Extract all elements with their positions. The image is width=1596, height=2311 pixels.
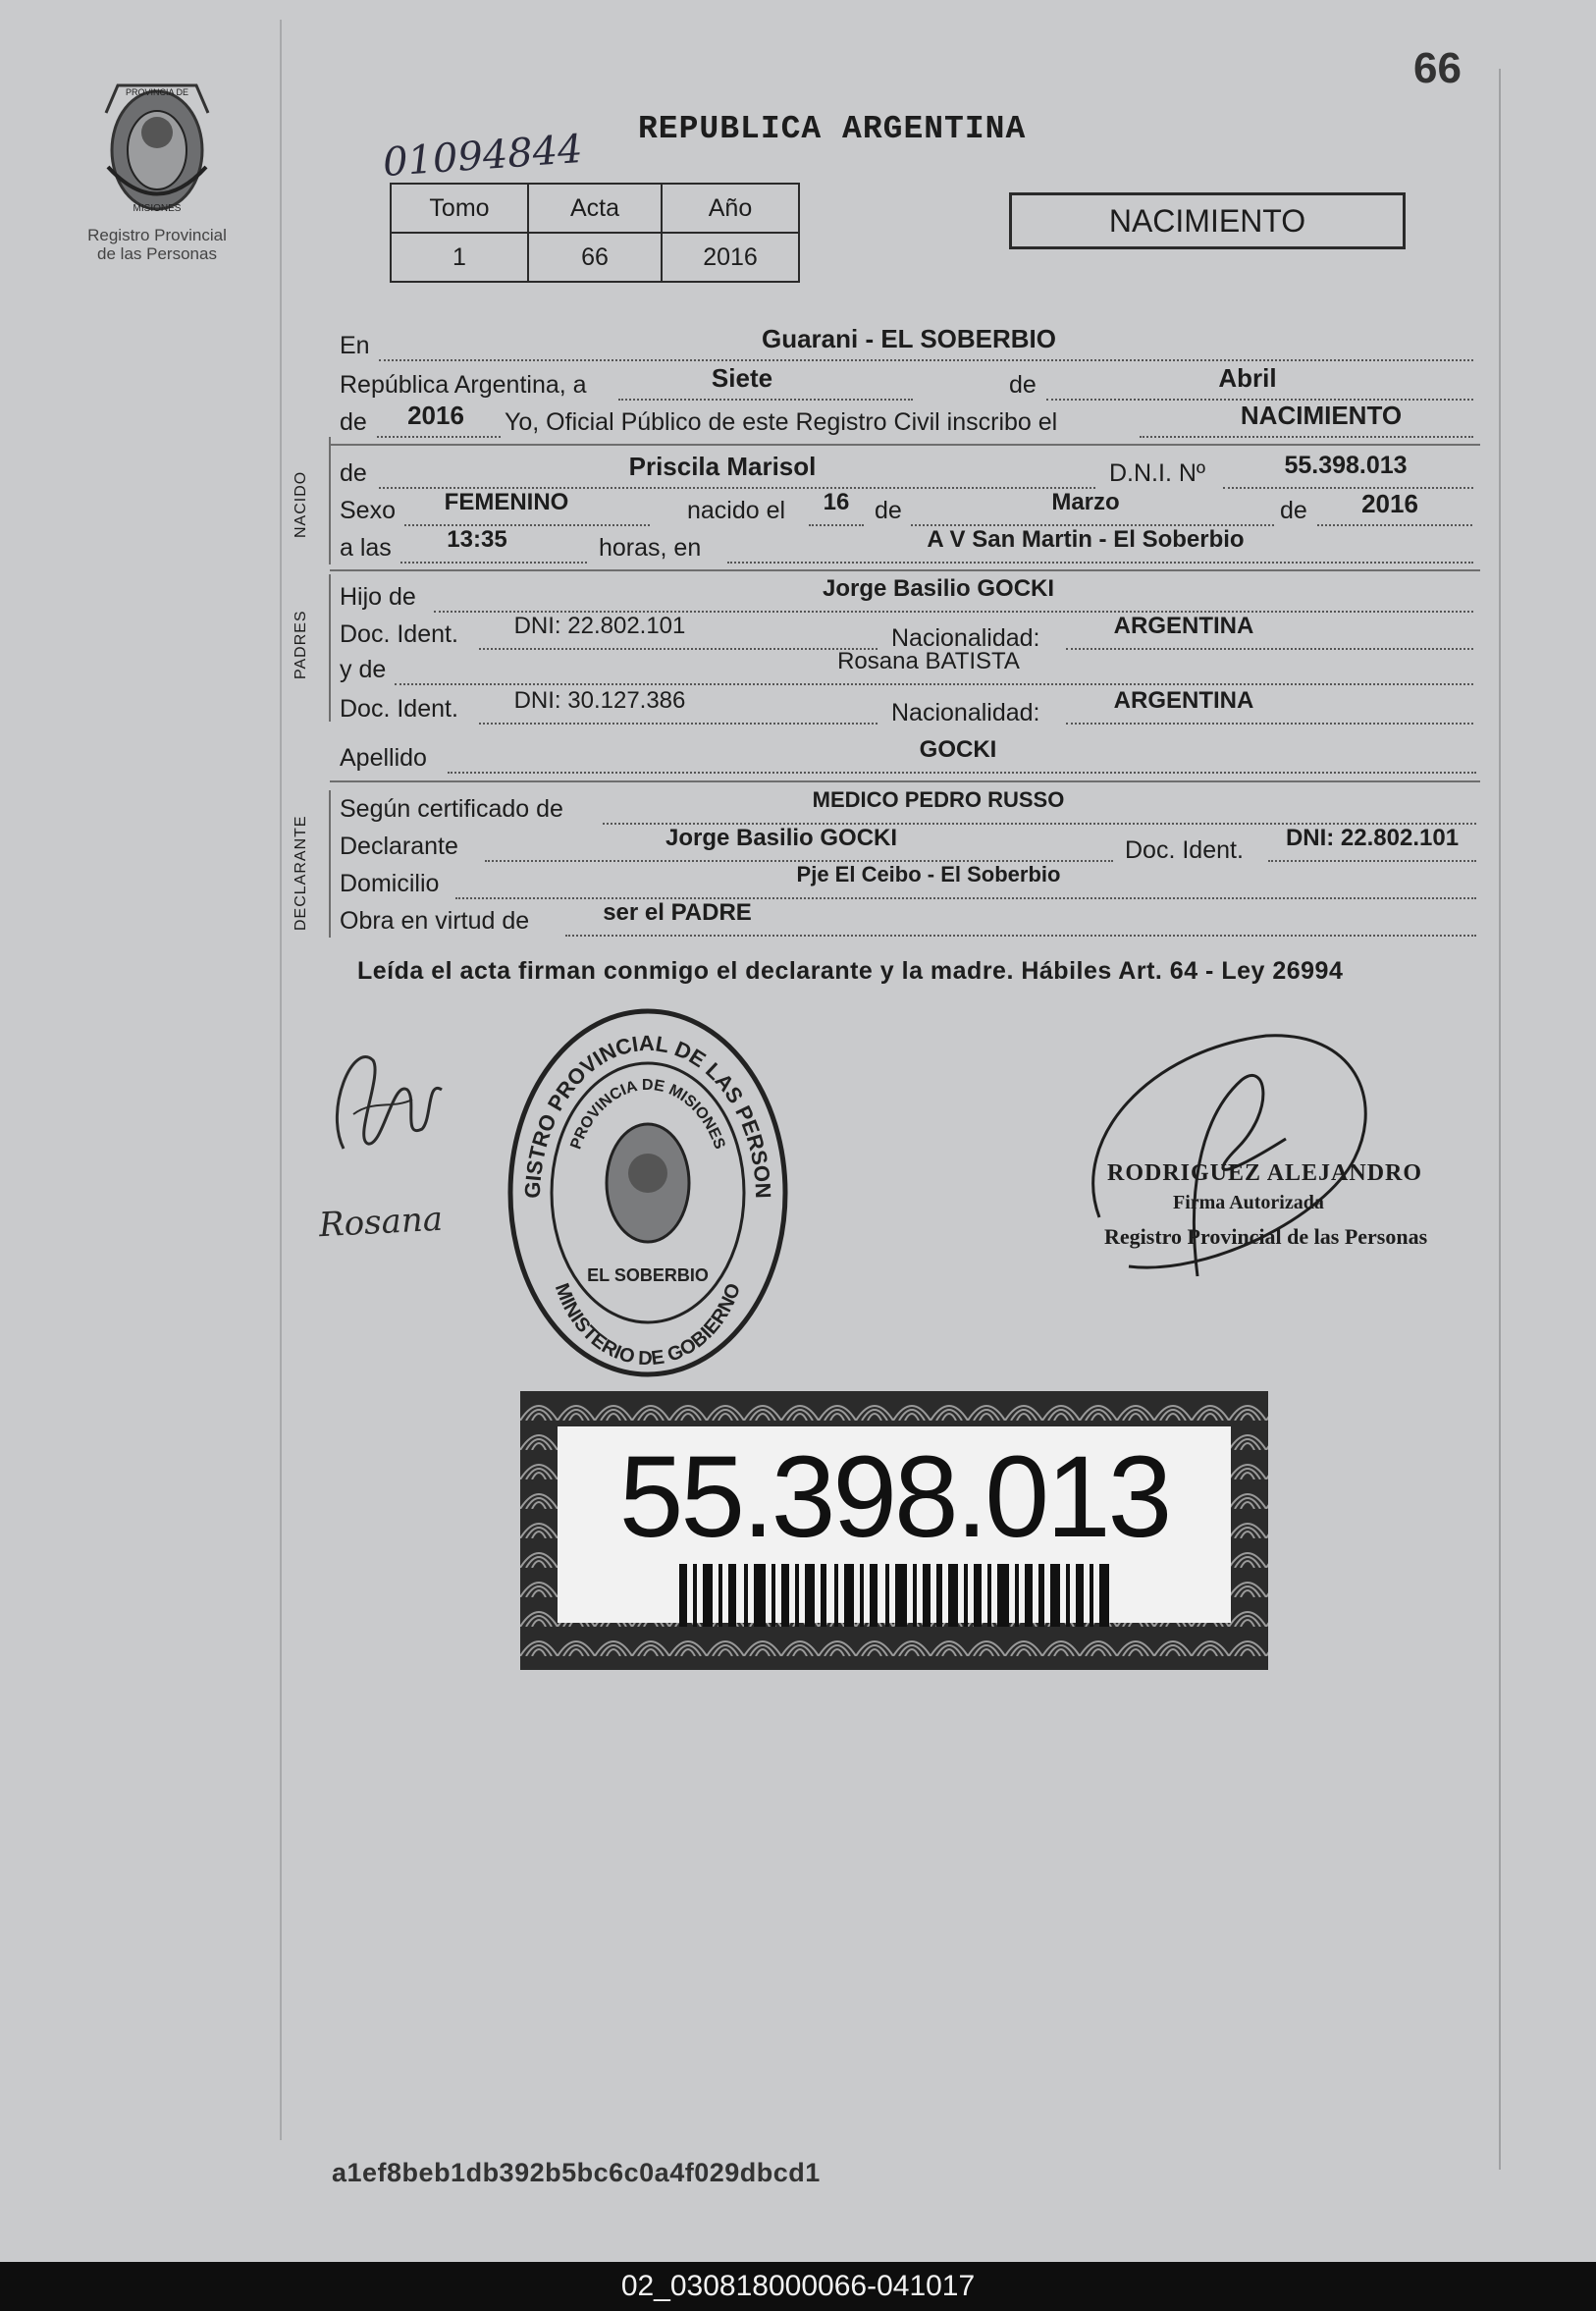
- madre-doc-value: DNI: 30.127.386: [513, 687, 686, 714]
- logo-caption-line1: Registro Provincial: [87, 226, 227, 244]
- seal-center-text: EL SOBERBIO: [587, 1265, 709, 1285]
- seal-lower-text: MINISTERIO DE GOBIERNO: [550, 1280, 746, 1370]
- nac-mes-value: Marzo: [1051, 489, 1120, 515]
- legal-text: Leída el acta firman conmigo el declarante y la madre. Hábiles Art. 64 - Ley 26994: [357, 957, 1344, 985]
- register-table: [390, 183, 800, 283]
- handwritten-number: 01094844: [381, 126, 584, 187]
- row-nombre: [340, 452, 1476, 489]
- emblem-top-text: PROVINCIA DE: [125, 87, 189, 97]
- header-anio: Año: [662, 184, 799, 233]
- domicilio-label: Domicilio: [340, 870, 440, 897]
- page-number: 66: [1413, 44, 1462, 92]
- dni-value: 55.398.013: [1284, 452, 1408, 479]
- padre-doc-value: DNI: 22.802.101: [513, 613, 686, 639]
- value-anio: 2016: [662, 233, 799, 282]
- nombre-value: Priscila Marisol: [628, 452, 817, 481]
- row-madre-doc: [340, 687, 1476, 726]
- obra-label: Obra en virtud de: [340, 907, 530, 935]
- official-name: RODRIGUEZ ALEJANDRO: [1107, 1160, 1423, 1186]
- yde-label: y de: [340, 656, 387, 683]
- sexo-label: Sexo: [340, 497, 396, 524]
- nac-de-label: de: [875, 497, 902, 524]
- header-tomo: Tomo: [391, 184, 528, 233]
- separator-1: [330, 444, 1480, 446]
- anio-value: 2016: [407, 401, 464, 430]
- seal-outer-text: GISTRO PROVINCIAL DE LAS PERSON: [519, 1030, 776, 1200]
- nac-de2-label: de: [1280, 497, 1307, 524]
- row-certificado: [340, 787, 1476, 825]
- row-en: [340, 324, 1476, 361]
- emblem-bottom-text: MISIONES: [133, 203, 182, 214]
- row-obra: [340, 899, 1476, 937]
- seal-inner-text: PROVINCIA DE MISIONES: [567, 1076, 728, 1152]
- seal-icon: [501, 1001, 795, 1384]
- footer-code-bar: 02_030818000066-041017: [0, 2262, 1596, 2311]
- padre-docid-label: Doc. Ident.: [340, 620, 458, 648]
- document-hash: a1ef8beb1db392b5bc6c0a4f029dbcd1: [332, 2158, 821, 2187]
- svg-text:MINISTERIO DE GOBIERNO: [551, 1280, 745, 1370]
- padre-value: Jorge Basilio GOCKI: [822, 575, 1055, 602]
- en-label: En: [340, 332, 370, 359]
- padre-nac-value: ARGENTINA: [1113, 613, 1254, 639]
- lugar-value: A V San Martin - El Soberbio: [927, 526, 1245, 553]
- row-sexo: [340, 489, 1476, 526]
- nac-anio-value: 2016: [1361, 489, 1418, 518]
- document-title: REPUBLICA ARGENTINA: [638, 111, 1027, 147]
- hijo-label: Hijo de: [340, 583, 416, 611]
- declarant-signature: [314, 1021, 471, 1246]
- en-value: Guarani - EL SOBERBIO: [761, 324, 1056, 353]
- barcode-icon: [679, 1564, 1111, 1627]
- row-domicilio: [340, 862, 1476, 899]
- value-tomo: 1: [391, 233, 528, 282]
- row-declarante: [340, 825, 1476, 864]
- row-oficial: [340, 401, 1476, 438]
- value-acta: 66: [528, 233, 662, 282]
- madre-docid-label: Doc. Ident.: [340, 695, 458, 723]
- inscribo-value: NACIMIENTO: [1240, 401, 1403, 430]
- record-type-box: NACIMIENTO: [1009, 192, 1406, 249]
- padre-nacionalidad-label: Nacionalidad:: [891, 624, 1040, 652]
- right-margin-line: [1499, 69, 1501, 2170]
- madre-nacionalidad-label: Nacionalidad:: [891, 699, 1040, 726]
- mother-signature-name: Rosana: [318, 1199, 444, 1246]
- domicilio-value: Pje El Ceibo - El Soberbio: [796, 862, 1061, 887]
- obra-value: ser el PADRE: [603, 899, 752, 926]
- dni-label: [520, 1391, 1268, 1670]
- register-table-header: [391, 184, 799, 233]
- separator-2: [330, 569, 1480, 571]
- certificado-label: Según certificado de: [340, 795, 563, 823]
- republica-label: República Argentina, a: [340, 371, 587, 399]
- signature-icon: [314, 1021, 471, 1188]
- logo-caption-line2: de las Personas: [97, 244, 217, 263]
- row-padre-doc: [340, 613, 1476, 652]
- section-label-nacido: NACIDO: [293, 470, 309, 538]
- decl-doc-value: DNI: 22.802.101: [1285, 825, 1460, 851]
- official-org: Registro Provincial de las Personas: [1104, 1224, 1428, 1249]
- separator-3: [330, 780, 1480, 782]
- alas-label: a las: [340, 534, 392, 562]
- section-label-padres: PADRES: [293, 610, 309, 679]
- province-emblem-icon: [88, 74, 226, 221]
- row-hijo: [340, 575, 1476, 613]
- sexo-value: FEMENINO: [444, 489, 569, 515]
- row-madre: [340, 648, 1476, 685]
- certificado-value: MEDICO PEDRO RUSSO: [812, 787, 1065, 812]
- row-hora: [340, 526, 1476, 564]
- declarante-value: Jorge Basilio GOCKI: [665, 825, 898, 851]
- register-table-values: [391, 233, 799, 282]
- madre-value: Rosana BATISTA: [837, 648, 1020, 674]
- row-republica: [340, 363, 1476, 401]
- madre-nac-value: ARGENTINA: [1113, 687, 1254, 714]
- dia-value: Siete: [711, 363, 773, 393]
- header-acta: Acta: [528, 184, 662, 233]
- decl-doc-label: Doc. Ident.: [1125, 836, 1244, 864]
- nombre-label: de: [340, 459, 367, 487]
- apellido-label: Apellido: [340, 744, 427, 772]
- registry-seal: [501, 1001, 795, 1389]
- dni-label-panel: [558, 1426, 1231, 1623]
- nacido-bracket: [329, 437, 331, 564]
- mes-value: Abril: [1218, 363, 1277, 393]
- nac-dia-value: 16: [823, 489, 850, 515]
- registry-logo: [69, 74, 245, 263]
- horas-label: horas, en: [599, 534, 702, 562]
- dni-label-number: 55.398.013: [618, 1432, 1170, 1562]
- oficial-text: Yo, Oficial Público de este Registro Civil inscribo el: [505, 408, 1058, 436]
- de2-label: de: [340, 408, 367, 436]
- row-apellido: [340, 736, 1476, 774]
- padres-bracket: [329, 574, 331, 722]
- left-margin-line: [280, 20, 282, 2140]
- section-label-declarante: DECLARANTE: [293, 815, 309, 931]
- declarante-label: Declarante: [340, 833, 458, 860]
- nacido-label: nacido el: [687, 497, 786, 524]
- declarante-bracket: [329, 790, 331, 938]
- hora-value: 13:35: [447, 526, 507, 553]
- apellido-value: GOCKI: [919, 736, 997, 763]
- dni-label: D.N.I. Nº: [1109, 459, 1206, 487]
- official-role: Firma Autorizada: [1173, 1192, 1324, 1213]
- de-label: de: [1009, 371, 1037, 399]
